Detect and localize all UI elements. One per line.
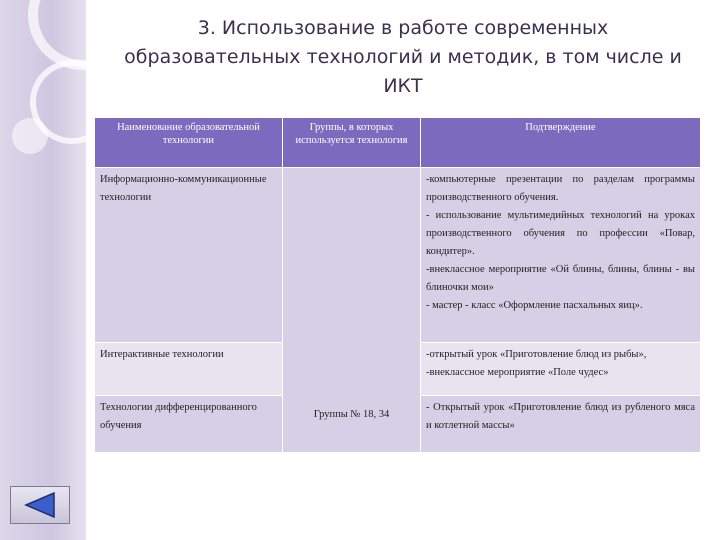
technology-name: Технологии дифференцированного обучения — [95, 396, 283, 453]
title-line-2: образовательных технологий и методик, в том числе и — [124, 46, 682, 68]
table-header-row — [95, 118, 701, 168]
confirmation-item: - использование мультимедийных технологий на уроках производственного обучения по профессии «Повар, кондитер». — [426, 210, 695, 257]
technology-name: Информационно-коммуникационные технологии — [95, 168, 283, 343]
confirmation-cell — [421, 168, 701, 343]
title-line-1: 3. Использование в работе современных — [197, 17, 609, 39]
groups-cell — [283, 168, 421, 453]
confirmation-item: -открытый урок «Приготовление блюд из рыбы», — [426, 349, 647, 360]
confirmation-item: -компьютерные презентации по разделам программы производственного обучения. — [426, 174, 695, 203]
decorative-circle — [12, 118, 48, 154]
confirmation-item: -внеклассное мероприятие «Ой блины, блины, блины - вы блиночки мои» — [426, 264, 695, 293]
slide-title — [86, 14, 720, 101]
groups-label: Группы № 18, 34 — [313, 409, 390, 420]
header-technology-name: Наименование образовательной технологии — [95, 118, 283, 168]
technologies-table — [94, 117, 701, 453]
confirmation-item: - мастер - класс «Оформление пасхальных яиц». — [426, 300, 643, 311]
technology-name: Интерактивные технологии — [95, 343, 283, 396]
confirmation-item: - Открытый урок «Приготовление блюд из рубленого мяса и котлетной массы» — [426, 402, 695, 431]
title-line-3: ИКТ — [383, 75, 423, 97]
back-arrow-icon — [20, 491, 60, 519]
confirmation-cell — [421, 343, 701, 396]
confirmation-cell — [421, 396, 701, 453]
back-button[interactable] — [10, 486, 70, 524]
decorative-side-panel — [0, 0, 86, 540]
header-groups: Группы, в которых используется технология — [283, 118, 421, 168]
header-confirmation: Подтверждение — [421, 118, 701, 168]
confirmation-item: -внеклассное мероприятие «Поле чудес» — [426, 367, 609, 378]
table-row — [95, 168, 701, 343]
